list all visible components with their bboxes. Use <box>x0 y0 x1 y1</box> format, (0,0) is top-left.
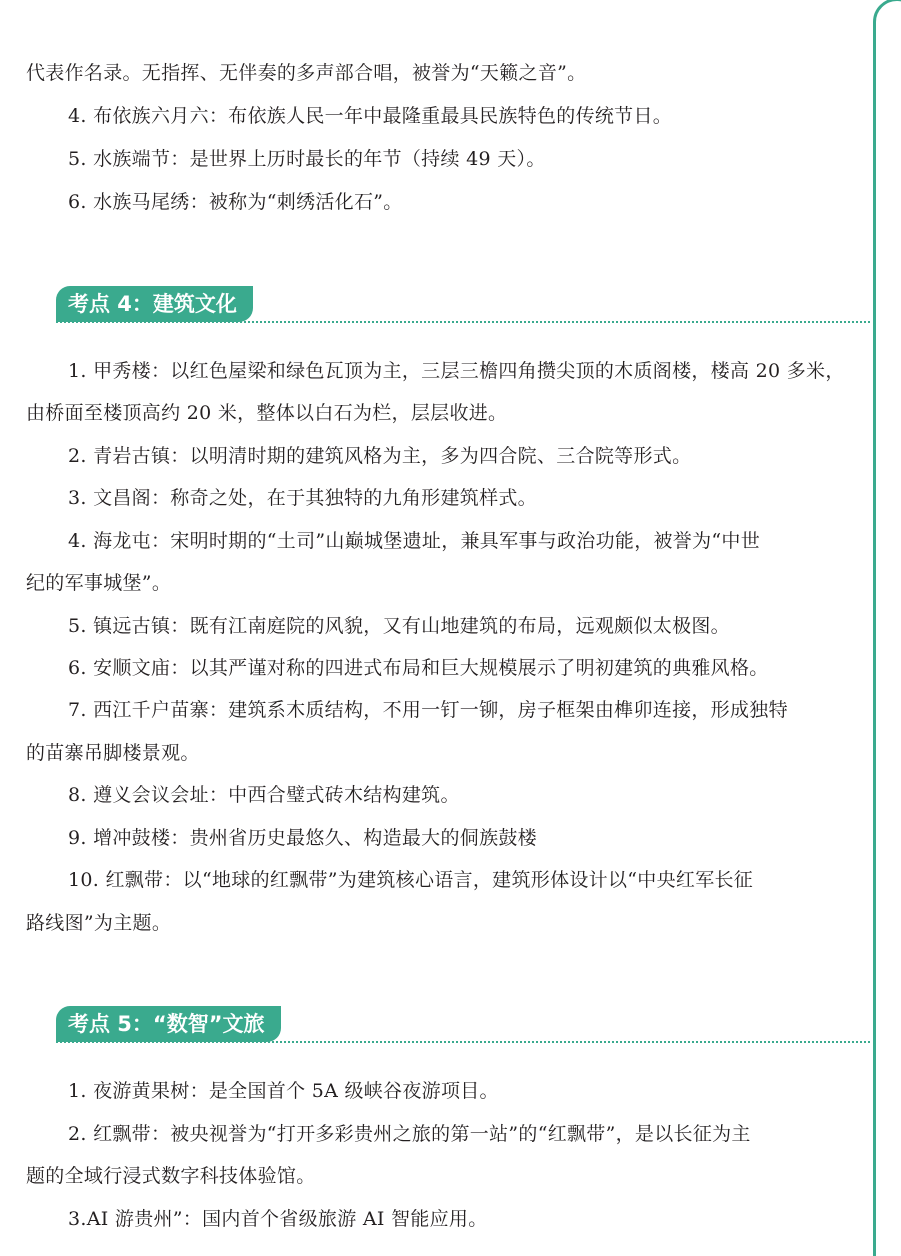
list-item: 9. 增冲鼓楼：贵州省历史最悠久、构造最大的侗族鼓楼 <box>68 827 537 849</box>
list-item-continuation: 的苗寨吊脚楼景观。 <box>26 742 200 764</box>
list-item: 7. 西江千户苗寨：建筑系木质结构，不用一钉一铆，房子框架由榫卯连接，形成独特 <box>68 699 788 721</box>
list-item: 1. 甲秀楼：以红色屋梁和绿色瓦顶为主，三层三檐四角攒尖顶的木质阁楼，楼高 20 多米， <box>68 360 845 382</box>
list-item: 3.AI 游贵州”：国内首个省级旅游 AI 智能应用。 <box>68 1208 488 1230</box>
section-title: 考点 5：“数智”文旅 <box>56 1006 281 1042</box>
section-header-5 <box>56 1006 870 1042</box>
section-header-4 <box>56 286 870 322</box>
dotted-divider <box>56 321 870 323</box>
list-item-continuation: 路线图”为主题。 <box>26 912 172 934</box>
list-item-continuation: 由桥面至楼顶高约 20 米，整体以白石为栏，层层收进。 <box>26 402 508 424</box>
list-item-continuation: 题的全域行浸式数字科技体验馆。 <box>26 1165 316 1187</box>
section-title: 考点 4：建筑文化 <box>56 286 253 322</box>
list-item: 2. 青岩古镇：以明清时期的建筑风格为主，多为四合院、三合院等形式。 <box>68 445 692 467</box>
list-item: 4. 海龙屯：宋明时期的“土司”山巅城堡遗址，兼具军事与政治功能，被誉为“中世 <box>68 530 761 552</box>
dotted-divider <box>56 1041 870 1043</box>
list-item: 5. 镇远古镇：既有江南庭院的风貌，又有山地建筑的布局，远观颇似太极图。 <box>68 615 730 637</box>
list-item: 8. 遵义会议会址：中西合璧式砖木结构建筑。 <box>68 784 460 806</box>
list-item-continuation: 纪的军事城堡”。 <box>26 572 172 594</box>
list-item: 4. 布依族六月六：布依族人民一年中最隆重最具民族特色的传统节日。 <box>68 105 673 127</box>
list-item: 1. 夜游黄果树：是全国首个 5A 级峡谷夜游项目。 <box>68 1080 499 1102</box>
list-item: 3. 文昌阁：称奇之处，在于其独特的九角形建筑样式。 <box>68 487 537 509</box>
list-item: 10. 红飘带：以“地球的红飘带”为建筑核心语言，建筑形体设计以“中央红军长征 <box>68 869 754 891</box>
list-item: 6. 安顺文庙：以其严谨对称的四进式布局和巨大规模展示了明初建筑的典雅风格。 <box>68 657 769 679</box>
list-item: 6. 水族马尾绣：被称为“刺绣活化石”。 <box>68 191 403 213</box>
continued-paragraph: 代表作名录。无指挥、无伴奏的多声部合唱，被誉为“天籁之音”。 <box>26 62 587 84</box>
list-item: 5. 水族端节：是世界上历时最长的年节（持续 49 天）。 <box>68 148 546 170</box>
list-item: 2. 红飘带：被央视誉为“打开多彩贵州之旅的第一站”的“红飘带”，是以长征为主 <box>68 1123 751 1145</box>
